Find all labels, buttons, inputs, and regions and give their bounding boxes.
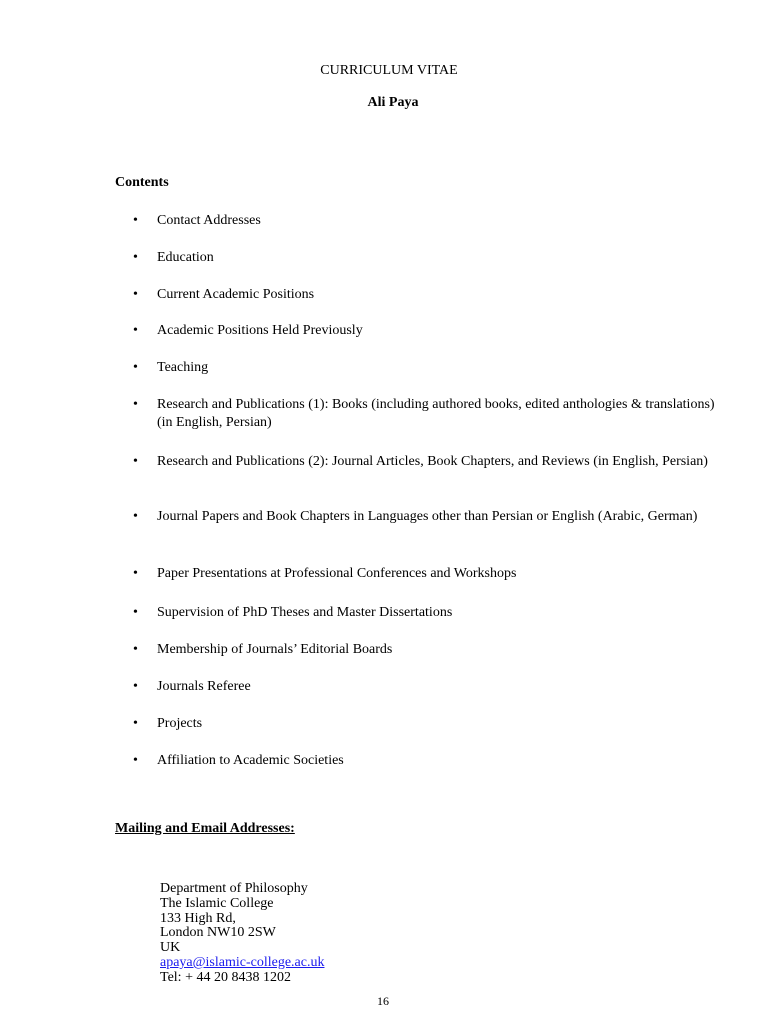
list-item-label: Projects (157, 716, 203, 731)
list-item-label: Teaching (157, 360, 209, 375)
bullet-icon: • (133, 397, 138, 412)
address-line: 133 High Rd, (160, 910, 236, 926)
list-item-label: Paper Presentations at Professional Conferences and Workshops (157, 566, 517, 581)
list-item-label: Journals Referee (157, 679, 251, 694)
address-line: UK (160, 940, 181, 956)
address-line: London NW10 2SW (160, 925, 276, 941)
list-item-label: Research and Publications (1): Books (including authored books, edited anthologies & translations) (in English, Persian) (157, 397, 715, 430)
author-name: Ali Paya (367, 95, 419, 110)
bullet-icon: • (133, 716, 138, 731)
bullet-icon: • (133, 250, 138, 265)
list-item-label: Affiliation to Academic Societies (157, 753, 344, 768)
list-item-label: Current Academic Positions (157, 287, 315, 302)
list-item-label: Research and Publications (2): Journal Articles, Book Chapters, and Reviews (in English, Persian) (157, 454, 708, 469)
bullet-icon: • (133, 566, 138, 581)
list-item-label: Journal Papers and Book Chapters in Languages other than Persian or English (Arabic, German) (157, 509, 698, 524)
telephone: Tel: + 44 20 8438 1202 (160, 969, 291, 985)
bullet-icon: • (133, 753, 138, 768)
bullet-icon: • (133, 454, 138, 469)
document-title: CURRICULUM VITAE (320, 63, 458, 78)
page-number: 16 (377, 994, 389, 1008)
bullet-icon: • (133, 509, 138, 524)
email-link[interactable]: apaya@islamic-college.ac.uk (160, 954, 325, 970)
list-item-label: Education (157, 250, 214, 265)
list-item-label: Membership of Journals’ Editorial Boards (157, 642, 393, 657)
bullet-icon: • (133, 642, 138, 657)
bullet-icon: • (133, 287, 138, 302)
address-line: Department of Philosophy (160, 881, 308, 896)
bullet-icon: • (133, 323, 138, 338)
address-line: The Islamic College (160, 895, 274, 911)
contents-heading: Contents (115, 175, 169, 190)
list-item-label: Academic Positions Held Previously (157, 323, 363, 338)
list-item-label: Contact Addresses (157, 213, 261, 228)
list-item-label: Supervision of PhD Theses and Master Dissertations (157, 605, 453, 620)
bullet-icon: • (133, 360, 138, 375)
bullet-icon: • (133, 679, 138, 694)
mailing-address (160, 882, 324, 986)
bullet-icon: • (133, 213, 138, 228)
mailing-heading: Mailing and Email Addresses: (115, 821, 295, 836)
bullet-icon: • (133, 605, 138, 620)
